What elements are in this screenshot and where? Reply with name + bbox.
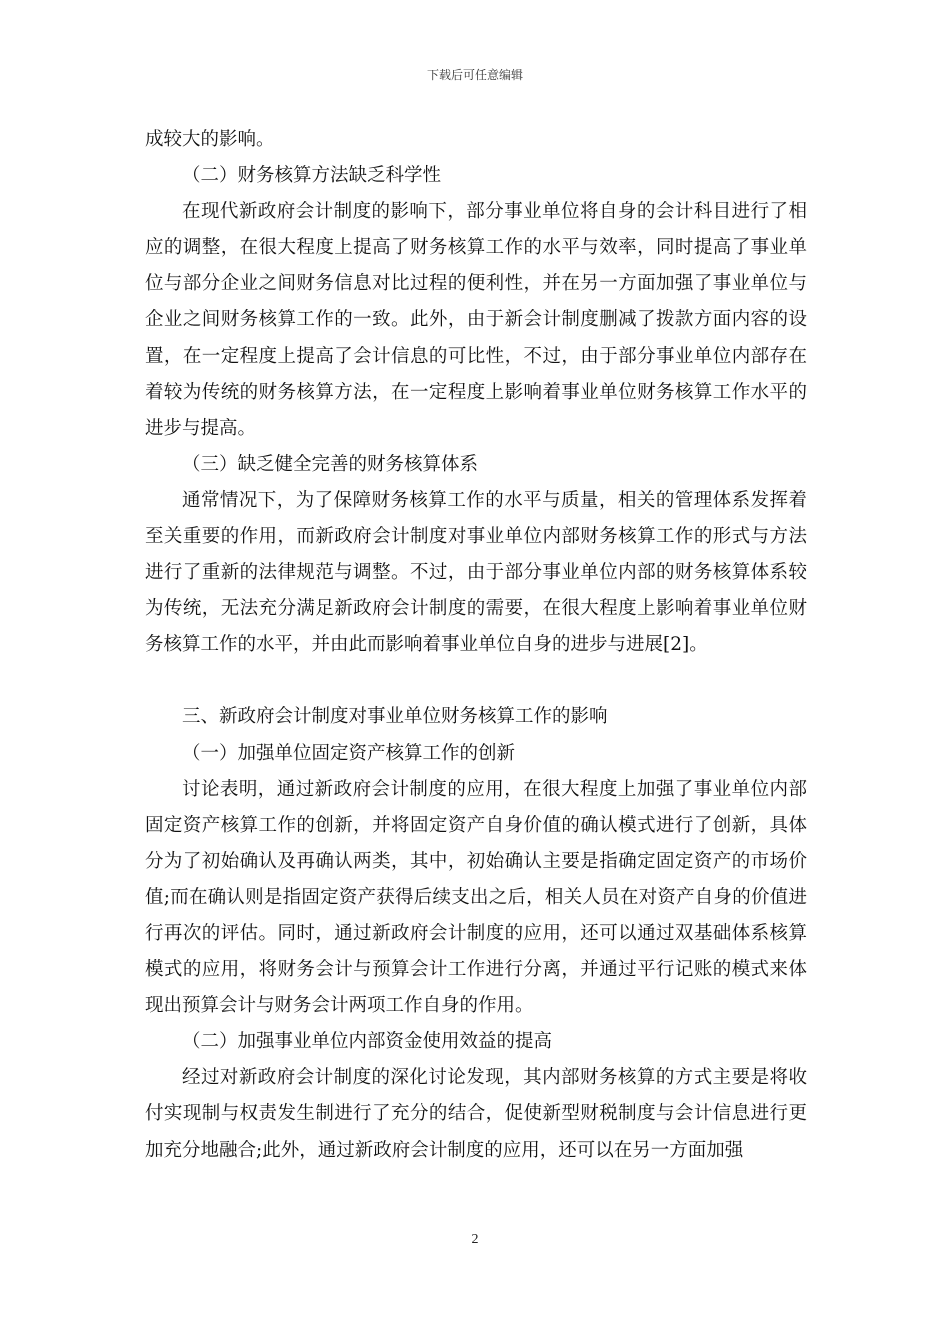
document-body <box>145 122 807 1169</box>
subsection-heading: （二）加强事业单位内部资金使用效益的提高 <box>182 1031 553 1053</box>
paragraph-continuation: 成较大的影响。 <box>145 129 275 150</box>
paragraph: 在现代新政府会计制度的影响下，部分事业单位将自身的会计科目进行了相应的调整，在很大程度上提高了财务核算工作的水平与效率，同时提高了事业单位与部分企业之间财务信息对比过程的便利性，并在另一方面加强了事业单位与企业之间财务核算工作的一致。此外，由于新会计制度删减了拨款方面内容的设置，在一定程度上提高了会计信息的可比性，不过，由于部分事业单位内部存在着较为传统的财务核算方法，在一定程度上影响着事业单位财务核算工作水平的进步与提高。 <box>145 201 807 439</box>
paragraph: 经过对新政府会计制度的深化讨论发现，其内部财务核算的方式主要是将收付实现制与权责发生制进行了充分的结合，促使新型财税制度与会计信息进行更加充分地融合;此外，通过新政府会计制度的应用，还可以在另一方面加强 <box>145 1067 807 1161</box>
subsection-heading: （三）缺乏健全完善的财务核算体系 <box>182 453 479 475</box>
subsection-heading: （一）加强单位固定资产核算工作的创新 <box>182 742 516 764</box>
section-spacer <box>145 663 807 699</box>
paragraph: 讨论表明，通过新政府会计制度的应用，在很大程度上加强了事业单位内部固定资产核算工作的创新，并将固定资产自身价值的确认模式进行了创新，具体分为了初始确认及再确认两类，其中，初始确认主要是指确定固定资产的市场价值;而在确认则是指固定资产获得后续支出之后，相关人员在对资产自身的价值进行再次的评估。同时，通过新政府会计制度的应用，还可以通过双基础体系核算模式的应用，将财务会计与预算会计工作进行分离，并通过平行记账的模式来体现出预算会计与财务会计两项工作自身的作用。 <box>145 778 807 1017</box>
page-header: 下载后可任意编辑 <box>426 68 523 82</box>
page-number: 2 <box>471 1232 479 1247</box>
section-heading: 三、新政府会计制度对事业单位财务核算工作的影响 <box>182 706 608 728</box>
paragraph: 通常情况下，为了保障财务核算工作的水平与质量，相关的管理体系发挥着至关重要的作用，而新政府会计制度对事业单位内部财务核算工作的形式与方法进行了重新的法律规范与调整。不过，由于部分事业单位内部的财务核算体系较为传统，无法充分满足新政府会计制度的需要，在很大程度上影响着事业单位财务核算工作的水平，并由此而影响着事业单位自身的进步与进展[2]。 <box>145 489 807 656</box>
subsection-heading: （二）财务核算方法缺乏科学性 <box>182 165 442 187</box>
